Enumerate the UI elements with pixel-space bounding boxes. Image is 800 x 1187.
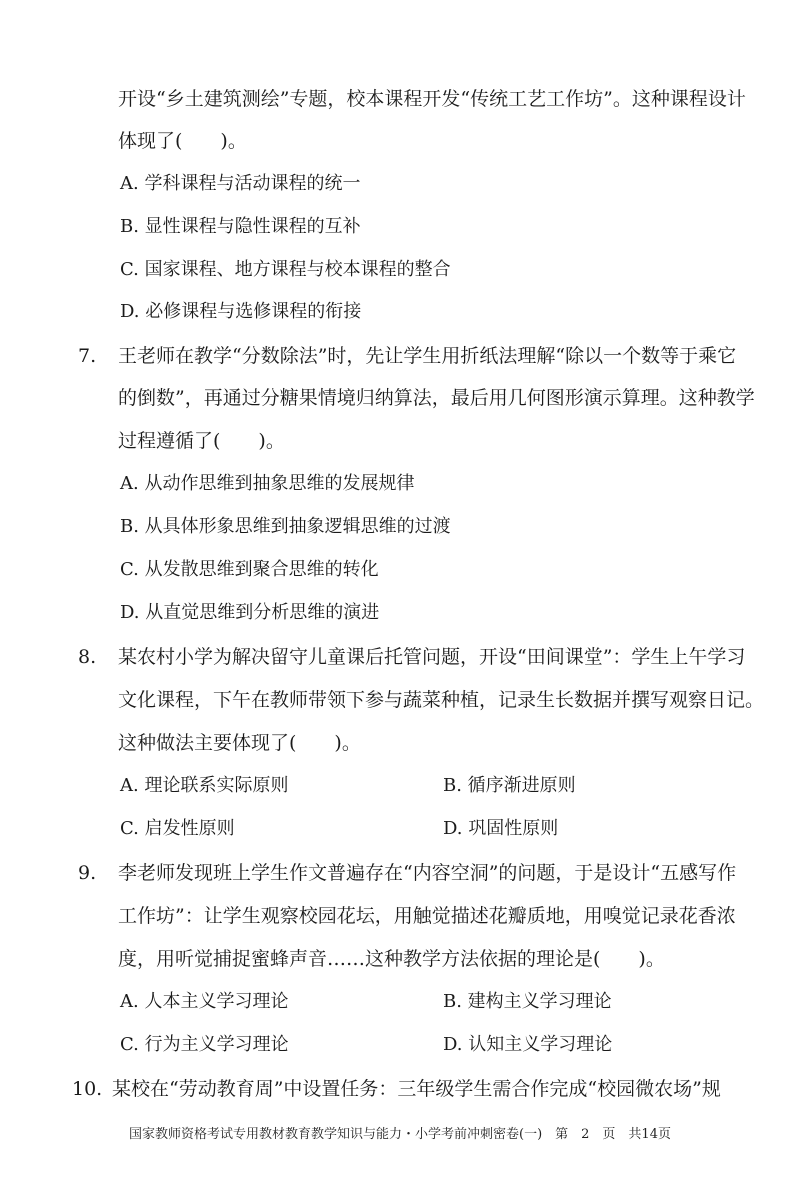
q8-option-b: B. 循序渐进原则 <box>443 775 576 796</box>
q9-stem-line-1: 李老师发现班上学生作文普遍存在“内容空洞”的问题，于是设计“五感写作 <box>118 862 737 884</box>
q7-stem-line-3: 过程遵循了( )。 <box>118 430 285 452</box>
q8-option-a: A. 理论联系实际原则 <box>120 775 289 796</box>
q8-stem-line-1: 某农村小学为解决留守儿童课后托管问题，开设“田间课堂”：学生上午学习 <box>118 646 746 668</box>
q9-stem-line-3: 度，用听觉捕捉蜜蜂声音……这种教学方法依据的理论是( )。 <box>118 948 665 970</box>
q8-number: 8. <box>78 646 97 668</box>
q7-number: 7. <box>78 345 97 367</box>
q7-option-d: D. 从直觉思维到分析思维的演进 <box>120 602 380 623</box>
q6-option-a: A. 学科课程与活动课程的统一 <box>120 173 361 194</box>
q9-option-b: B. 建构主义学习理论 <box>443 991 612 1012</box>
q8-stem-line-3: 这种做法主要体现了( )。 <box>118 732 361 754</box>
page-footer: 国家教师资格考试专用教材教育教学知识与能力・小学考前冲刺密卷(一) 第 2 页 共14页 <box>129 1127 671 1142</box>
q6-option-b: B. 显性课程与隐性课程的互补 <box>120 216 361 237</box>
q9-number: 9. <box>78 862 97 884</box>
q7-option-c: C. 从发散思维到聚合思维的转化 <box>120 559 379 580</box>
q7-option-a: A. 从动作思维到抽象思维的发展规律 <box>120 473 415 494</box>
q9-stem-line-2: 工作坊”：让学生观察校园花坛，用触觉描述花瓣质地，用嗅觉记录花香浓 <box>118 905 736 927</box>
q6-stem-line-1: 开设“乡土建筑测绘”专题，校本课程开发“传统工艺工作坊”。这种课程设计 <box>118 88 746 110</box>
q9-option-a: A. 人本主义学习理论 <box>120 991 289 1012</box>
q9-option-c: C. 行为主义学习理论 <box>120 1034 289 1055</box>
q10-stem-line-1: 某校在“劳动教育周”中设置任务：三年级学生需合作完成“校园微农场”规 <box>112 1078 721 1100</box>
q8-stem-line-2: 文化课程，下午在教师带领下参与蔬菜种植，记录生长数据并撰写观察日记。 <box>118 689 765 711</box>
q6-option-c: C. 国家课程、地方课程与校本课程的整合 <box>120 259 451 280</box>
q9-option-d: D. 认知主义学习理论 <box>443 1034 613 1055</box>
q7-stem-line-1: 王老师在教学“分数除法”时，先让学生用折纸法理解“除以一个数等于乘它 <box>118 345 737 367</box>
q6-stem-line-2: 体现了( )。 <box>118 130 247 152</box>
q7-option-b: B. 从具体形象思维到抽象逻辑思维的过渡 <box>120 516 451 537</box>
q8-option-c: C. 启发性原则 <box>120 818 235 839</box>
q10-number: 10. <box>72 1078 103 1100</box>
q8-option-d: D. 巩固性原则 <box>443 818 559 839</box>
q6-option-d: D. 必修课程与选修课程的衔接 <box>120 301 362 322</box>
q7-stem-line-2: 的倒数”，再通过分糖果情境归纳算法，最后用几何图形演示算理。这种教学 <box>118 387 755 409</box>
